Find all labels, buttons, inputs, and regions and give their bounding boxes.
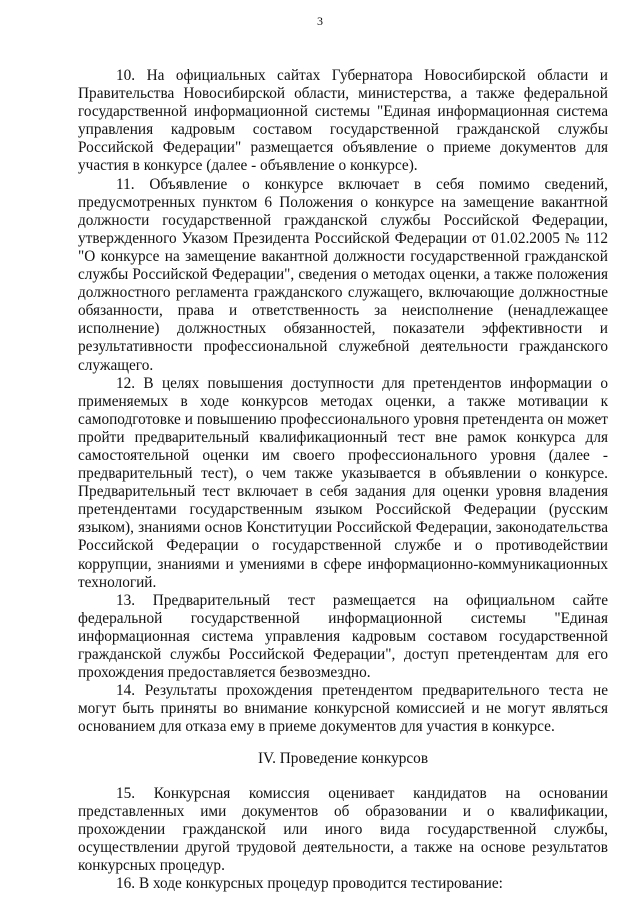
paragraph-14: 14. Результаты прохождения претендентом предварительного теста не могут быть приняты во внимание конкурсной комиссией и не могут являться основанием для отказа ему в приеме документов для участия в конкурсе.: [78, 682, 608, 736]
document-body: [78, 67, 608, 893]
paragraph-13: 13. Предварительный тест размещается на официальном сайте федеральной государственной информационной системы "Единая информационная система управления кадровым составом государственной гражданской службы Российской Федерации", доступ претендентам для его прохождения предоставляется безвозмездно.: [78, 591, 608, 682]
section-heading: IV. Проведение конкурсов: [257, 750, 429, 768]
paragraph-15: 15. Конкурсная комиссия оценивает кандидатов на основании представленных ими документов об образовании и о квалификации, прохождении гражданской или иного вида государственной службы, осуществлении другой трудовой деятельности, а также на основе результатов конкурсных процедур.: [78, 784, 608, 874]
page-number: 3: [317, 14, 323, 28]
paragraph-10: 10. На официальных сайтах Губернатора Новосибирской области и Правительства Новосибирской области, министерства, а также федеральной государственной информационной системы "Единая информационная система управления кадровым составом государственной гражданской службы Российской Федерации" размещается объявление о приеме документов для участия в конкурсе (далее - объявление о конкурсе).: [78, 67, 608, 175]
paragraph-11: 11. Объявление о конкурсе включает в себя помимо сведений, предусмотренных пунктом 6 Положения о конкурсе на замещение вакантной должности государственной гражданской службы Российской Федерации, утвержденного Указом Президента Российской Федерации от 01.02.2005 № 112 "О конкурсе на замещение вакантной должности государственной гражданской службы Российской Федерации", сведения о методах оценки, а также положения должностного регламента гражданского служащего, включающие должностные обязанности, права и ответственность за неисполнение (ненадлежащее исполнение) должностных обязанностей, показатели эффективности и результативности профессиональной служебной деятельности гражданского служащего.: [78, 175, 608, 374]
paragraph-16: 16. В ходе конкурсных процедур проводится тестирование:: [116, 875, 503, 893]
paragraph-12: 12. В целях повышения доступности для претендентов информации о применяемых в ходе конкурсов методах оценки, а также мотивации к самоподготовке и повышению профессионального уровня претендента он может пройти предварительный квалификационный тест вне рамок конкурса для самостоятельной оценки им своего профессионального уровня (далее - предварительный тест), о чем также указывается в объявлении о конкурсе. Предварительный тест включает в себя задания для оценки уровня владения претендентами государственным языком Российской Федерации (русским языком), знаниями основ Конституции Российской Федерации, законодательства Российской Федерации о государственной службе и о противодействии коррупции, знаниями и умениями в сфере информационно-коммуникационных технологий.: [78, 374, 608, 591]
